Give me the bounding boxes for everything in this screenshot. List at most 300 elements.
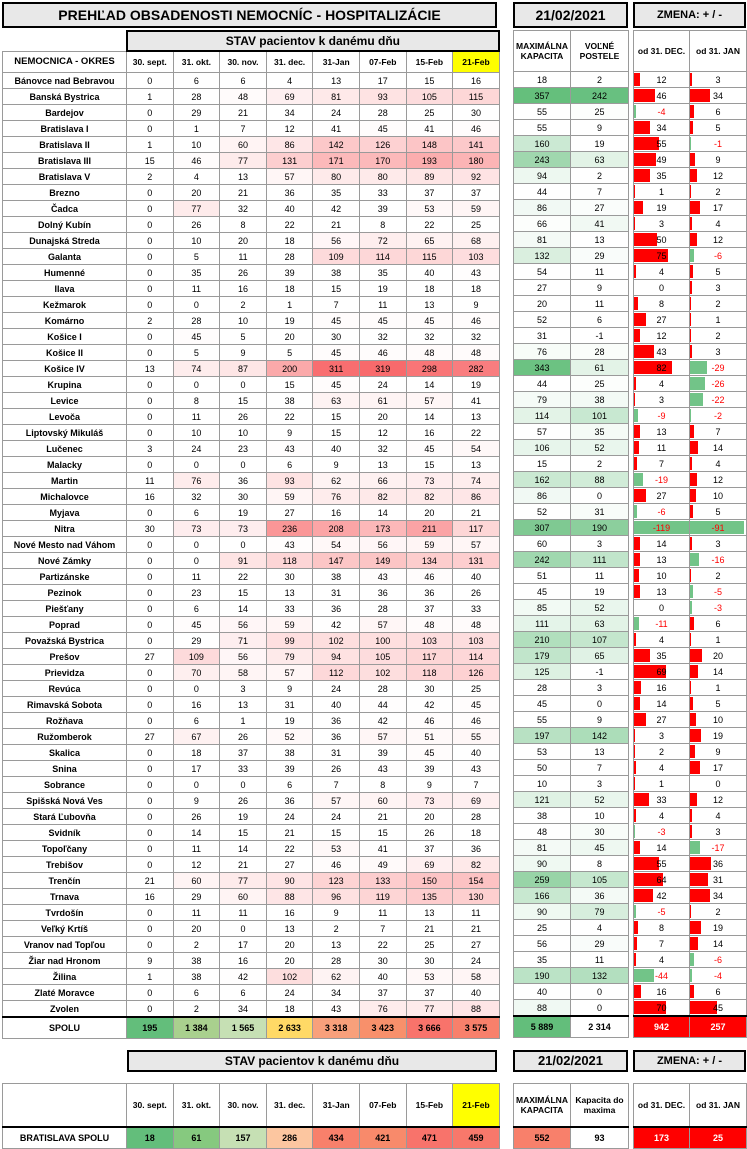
change-value: 6 <box>715 986 721 997</box>
change-dec-cell <box>634 248 690 264</box>
total-row <box>514 1016 629 1038</box>
occupancy-cell: 0 <box>127 665 174 681</box>
occupancy-cell: 21 <box>220 185 267 201</box>
occupancy-cell: 3 <box>127 441 174 457</box>
table-row <box>514 296 629 312</box>
total-cell: 1 565 <box>220 1017 267 1039</box>
change-jan-cell <box>690 296 747 312</box>
free-beds-cell: 27 <box>571 200 629 216</box>
change-value: 14 <box>656 842 667 853</box>
occupancy-cell: 0 <box>127 825 174 841</box>
occupancy-cell: 147 <box>313 553 360 569</box>
occupancy-cell: 66 <box>359 473 406 489</box>
change-value: 70 <box>656 1002 667 1013</box>
occupancy-cell: 105 <box>406 89 453 105</box>
table-row <box>3 745 500 761</box>
occupancy-cell: 18 <box>266 233 313 249</box>
change-value: 1 <box>658 186 664 197</box>
occupancy-cell: 133 <box>359 873 406 889</box>
change-dec-cell <box>634 72 690 88</box>
change-bar <box>634 89 655 102</box>
change-jan-cell <box>690 600 747 616</box>
occupancy-cell: 57 <box>313 793 360 809</box>
change-value: 14 <box>712 938 723 949</box>
hospital-name: Dunajská Streda <box>3 233 127 249</box>
occupancy-cell: 11 <box>127 473 174 489</box>
change-value: 12 <box>656 74 667 85</box>
change-value: 1 <box>715 682 721 693</box>
change-value: 1 <box>658 778 664 789</box>
occupancy-cell: 37 <box>406 985 453 1001</box>
free-beds-cell: 35 <box>571 424 629 440</box>
table-row <box>3 329 500 345</box>
occupancy-cell: 0 <box>127 329 174 345</box>
change-jan-cell <box>690 840 747 856</box>
occupancy-cell: 2 <box>173 1001 220 1018</box>
occupancy-cell: 59 <box>453 201 500 217</box>
occupancy-cell: 45 <box>406 441 453 457</box>
table-row <box>634 664 747 680</box>
occupancy-cell: 74 <box>173 361 220 377</box>
change-value: 33 <box>656 794 667 805</box>
capacity-cell: 45 <box>514 584 571 600</box>
table-row <box>514 88 629 104</box>
table-row <box>634 488 747 504</box>
change-value: -6 <box>713 954 722 965</box>
change-dec-cell <box>634 328 690 344</box>
change-value: 11 <box>656 442 667 453</box>
occupancy-cell: 6 <box>173 601 220 617</box>
free-beds-cell: 30 <box>571 824 629 840</box>
occupancy-cell: 32 <box>406 329 453 345</box>
occupancy-cell: 0 <box>127 601 174 617</box>
change-dec-cell <box>634 856 690 872</box>
hospital-name: Trebišov <box>3 857 127 873</box>
hospital-name: Myjava <box>3 505 127 521</box>
free-beds-cell: 52 <box>571 440 629 456</box>
change-bar <box>690 377 705 390</box>
change-bar <box>634 153 656 166</box>
change-bar <box>690 681 691 694</box>
change-dec-cell <box>634 824 690 840</box>
occupancy-cell: 16 <box>127 489 174 505</box>
change-value: 34 <box>712 890 723 901</box>
free-beds-cell: 10 <box>571 808 629 824</box>
occupancy-cell: 24 <box>453 953 500 969</box>
total-cell: 5 889 <box>514 1016 571 1038</box>
change-bar <box>690 409 691 422</box>
capacity-cell: 90 <box>514 856 571 872</box>
occupancy-cell: 0 <box>127 585 174 601</box>
occupancy-cell: 53 <box>406 201 453 217</box>
table-row <box>634 920 747 936</box>
occupancy-cell: 10 <box>173 425 220 441</box>
change-jan-cell <box>690 376 747 392</box>
occupancy-cell: 36 <box>266 793 313 809</box>
occupancy-cell: 103 <box>453 633 500 649</box>
occupancy-cell: 11 <box>173 569 220 585</box>
table-row <box>514 408 629 424</box>
occupancy-cell: 6 <box>266 457 313 473</box>
table-row <box>3 553 500 569</box>
change-bar <box>634 425 640 438</box>
occupancy-cell: 24 <box>266 985 313 1001</box>
occupancy-cell: 6 <box>173 713 220 729</box>
table-row <box>634 824 747 840</box>
total-cell: 942 <box>634 1016 690 1038</box>
hospital-name: Bratislava III <box>3 153 127 169</box>
occupancy-cell: 76 <box>173 473 220 489</box>
occupancy-cell: 6 <box>173 73 220 89</box>
total-cell: 3 575 <box>453 1017 500 1039</box>
change-dec-cell <box>634 184 690 200</box>
occupancy-cell: 142 <box>313 137 360 153</box>
occupancy-cell: 40 <box>453 745 500 761</box>
change-value: -9 <box>657 410 666 421</box>
occupancy-cell: 9 <box>173 793 220 809</box>
occupancy-cell: 29 <box>173 889 220 905</box>
hospital-name: Nové Mesto nad Váhom <box>3 537 127 553</box>
occupancy-cell: 26 <box>173 217 220 233</box>
occupancy-cell: 12 <box>173 857 220 873</box>
change-value: 36 <box>712 858 723 869</box>
change-dec-cell <box>634 808 690 824</box>
occupancy-cell: 20 <box>173 921 220 937</box>
occupancy-cell: 1 <box>173 121 220 137</box>
occupancy-cell: 0 <box>127 265 174 281</box>
occupancy-cell: 26 <box>220 793 267 809</box>
occupancy-cell: 14 <box>173 825 220 841</box>
total-cell: 2 633 <box>266 1017 313 1039</box>
occupancy-cell: 148 <box>406 137 453 153</box>
occupancy-cell: 4 <box>173 169 220 185</box>
occupancy-cell: 9 <box>453 297 500 313</box>
occupancy-cell: 25 <box>453 217 500 233</box>
table-row <box>3 217 500 233</box>
occupancy-cell: 39 <box>359 201 406 217</box>
table-row <box>3 761 500 777</box>
capacity-cell: 51 <box>514 568 571 584</box>
occupancy-cell: 6 <box>266 777 313 793</box>
change-dec-cell <box>634 504 690 520</box>
change-bar <box>634 73 640 86</box>
occupancy-cell: 13 <box>220 697 267 713</box>
table-row <box>3 937 500 953</box>
capacity-cell: 76 <box>514 344 571 360</box>
occupancy-cell: 38 <box>313 265 360 281</box>
table-row <box>3 361 500 377</box>
change-jan-cell <box>690 328 747 344</box>
change-value: 3 <box>715 346 721 357</box>
occupancy-cell: 39 <box>266 265 313 281</box>
change-value: 0 <box>658 602 664 613</box>
occupancy-cell: 36 <box>453 841 500 857</box>
occupancy-cell: 15 <box>359 825 406 841</box>
capacity-cell: 81 <box>514 232 571 248</box>
change-value: -29 <box>711 362 725 373</box>
free-beds-cell: 13 <box>571 232 629 248</box>
change-value: 1 <box>715 314 721 325</box>
change-jan-cell <box>690 952 747 968</box>
change-value: -26 <box>711 378 725 389</box>
ba-table-left <box>2 1083 499 1149</box>
hospital-name: Topoľčany <box>3 841 127 857</box>
capacity-cell: 357 <box>514 88 571 104</box>
hospital-name: Ružomberok <box>3 729 127 745</box>
change-value: -3 <box>713 602 722 613</box>
table-row <box>3 633 500 649</box>
change-dec-cell <box>634 472 690 488</box>
occupancy-cell: 282 <box>453 361 500 377</box>
change-jan-cell <box>690 568 747 584</box>
capacity-cell: 243 <box>514 152 571 168</box>
free-beds-cell: 11 <box>571 264 629 280</box>
ba-date-column-header: 30. nov. <box>220 1084 267 1128</box>
occupancy-cell: 38 <box>266 745 313 761</box>
change-jan-cell <box>690 504 747 520</box>
occupancy-cell: 15 <box>406 457 453 473</box>
occupancy-cell: 43 <box>266 537 313 553</box>
occupancy-cell: 35 <box>313 185 360 201</box>
free-beds-cell: 11 <box>571 296 629 312</box>
occupancy-cell: 180 <box>453 153 500 169</box>
hospital-name: Michalovce <box>3 489 127 505</box>
table-row <box>3 441 500 457</box>
total-cell: 3 423 <box>359 1017 406 1039</box>
occupancy-cell: 45 <box>359 313 406 329</box>
change-dec-cell <box>634 936 690 952</box>
change-dec-cell <box>634 312 690 328</box>
hospital-name: Levice <box>3 393 127 409</box>
occupancy-cell: 79 <box>266 649 313 665</box>
occupancy-cell: 21 <box>266 825 313 841</box>
change-value: 2 <box>715 298 721 309</box>
table-row <box>634 1000 747 1017</box>
occupancy-cell: 30 <box>127 521 174 537</box>
occupancy-cell: 0 <box>127 425 174 441</box>
occupancy-cell: 9 <box>127 953 174 969</box>
table-row <box>514 568 629 584</box>
occupancy-cell: 26 <box>173 809 220 825</box>
main-table-left <box>2 30 499 1039</box>
occupancy-cell: 9 <box>406 777 453 793</box>
occupancy-cell: 62 <box>313 969 360 985</box>
occupancy-cell: 40 <box>453 569 500 585</box>
free-beds-cell: 65 <box>571 648 629 664</box>
ba-date: 21/02/2021 <box>513 1050 628 1072</box>
ba-total-cell: 25 <box>690 1127 747 1149</box>
change-jan-cell <box>690 616 747 632</box>
free-beds-cell: 8 <box>571 856 629 872</box>
occupancy-cell: 42 <box>359 713 406 729</box>
occupancy-cell: 123 <box>313 873 360 889</box>
table-row <box>634 88 747 104</box>
change-jan-cell <box>690 744 747 760</box>
table-row <box>634 552 747 568</box>
occupancy-cell: 0 <box>173 377 220 393</box>
occupancy-cell: 20 <box>266 937 313 953</box>
occupancy-cell: 11 <box>173 281 220 297</box>
change-value: 13 <box>656 554 667 565</box>
table-row <box>3 73 500 89</box>
change-bar <box>634 921 638 934</box>
total-label: SPOLU <box>3 1017 127 1039</box>
occupancy-cell: 102 <box>313 633 360 649</box>
table-row <box>514 440 629 456</box>
table-row <box>514 952 629 968</box>
change-bar <box>634 265 636 278</box>
occupancy-cell: 16 <box>266 905 313 921</box>
change-jan-cell <box>690 904 747 920</box>
free-beds-cell: 41 <box>571 216 629 232</box>
table-row <box>3 249 500 265</box>
change-dec-cell <box>634 600 690 616</box>
change-jan-cell <box>690 760 747 776</box>
occupancy-cell: 115 <box>453 89 500 105</box>
change-value: 45 <box>712 1002 723 1013</box>
change-bar <box>690 809 692 822</box>
occupancy-cell: 16 <box>127 889 174 905</box>
table-row <box>514 776 629 792</box>
table-row <box>514 248 629 264</box>
change-value: 4 <box>715 810 721 821</box>
change-bar <box>690 649 702 662</box>
occupancy-cell: 1 <box>266 297 313 313</box>
occupancy-cell: 5 <box>220 329 267 345</box>
capacity-cell: 190 <box>514 968 571 984</box>
occupancy-cell: 0 <box>127 217 174 233</box>
ba-total-cell: 459 <box>453 1127 500 1149</box>
change-bar <box>634 761 636 774</box>
table-row <box>514 584 629 600</box>
change-value: 19 <box>712 922 723 933</box>
total-cell: 2 314 <box>571 1016 629 1038</box>
table-row <box>634 712 747 728</box>
free-beds-cell: 11 <box>571 568 629 584</box>
table-row <box>3 409 500 425</box>
hospital-name: Nitra <box>3 521 127 537</box>
free-beds-cell: 7 <box>571 760 629 776</box>
free-beds-cell: 2 <box>571 456 629 472</box>
occupancy-cell: 18 <box>406 281 453 297</box>
occupancy-cell: 15 <box>406 73 453 89</box>
capacity-cell: 86 <box>514 200 571 216</box>
free-beds-cell: 88 <box>571 472 629 488</box>
change-jan-cell <box>690 536 747 552</box>
occupancy-cell: 0 <box>127 345 174 361</box>
capacity-cell: 197 <box>514 728 571 744</box>
change-dec-cell <box>634 680 690 696</box>
change-value: -6 <box>657 506 666 517</box>
capacity-cell: 60 <box>514 536 571 552</box>
table-row <box>514 312 629 328</box>
change-dec-cell <box>634 1000 690 1017</box>
ba-date-column-header: 07-Feb <box>359 1084 406 1128</box>
page-title: PREHĽAD OBSADENOSTI NEMOCNÍC - HOSPITALIZÁCIE <box>2 2 497 28</box>
change-bar <box>690 745 695 758</box>
change-bar <box>634 825 635 838</box>
change-bar <box>634 537 640 550</box>
change-value: 27 <box>656 490 667 501</box>
hospital-name: Piešťany <box>3 601 127 617</box>
free-beds-cell: 45 <box>571 840 629 856</box>
occupancy-cell: 37 <box>406 185 453 201</box>
change-bar <box>634 569 639 582</box>
occupancy-cell: 22 <box>266 841 313 857</box>
table-row <box>3 105 500 121</box>
table-row <box>3 569 500 585</box>
occupancy-cell: 208 <box>313 521 360 537</box>
change-bar <box>634 313 646 326</box>
change-dec-cell <box>634 664 690 680</box>
occupancy-cell: 88 <box>453 1001 500 1018</box>
change-bar <box>690 201 700 214</box>
table-row <box>514 168 629 184</box>
occupancy-cell: 42 <box>313 617 360 633</box>
occupancy-cell: 16 <box>453 73 500 89</box>
occupancy-cell: 40 <box>453 985 500 1001</box>
table-row <box>514 888 629 904</box>
occupancy-cell: 37 <box>406 841 453 857</box>
change-jan-cell <box>690 792 747 808</box>
occupancy-cell: 9 <box>313 905 360 921</box>
occupancy-cell: 39 <box>266 761 313 777</box>
change-value: 12 <box>712 170 723 181</box>
change-value: 6 <box>715 106 721 117</box>
occupancy-cell: 38 <box>173 969 220 985</box>
occupancy-cell: 173 <box>359 521 406 537</box>
hospital-name: Snina <box>3 761 127 777</box>
change-dec-cell <box>634 440 690 456</box>
hospital-name: Bratislava II <box>3 137 127 153</box>
table-row <box>3 905 500 921</box>
table-row <box>514 280 629 296</box>
occupancy-cell: 39 <box>359 745 406 761</box>
change-value: 27 <box>656 314 667 325</box>
occupancy-cell: 19 <box>359 281 406 297</box>
occupancy-cell: 62 <box>313 473 360 489</box>
occupancy-cell: 200 <box>266 361 313 377</box>
occupancy-cell: 7 <box>220 121 267 137</box>
table-row <box>514 792 629 808</box>
change-dec-cell <box>634 840 690 856</box>
table-row <box>514 552 629 568</box>
occupancy-cell: 0 <box>127 1001 174 1018</box>
occupancy-cell: 10 <box>220 313 267 329</box>
occupancy-cell: 1 <box>127 89 174 105</box>
change-bar <box>634 953 636 966</box>
change-jan-cell <box>690 408 747 424</box>
occupancy-cell: 13 <box>359 457 406 473</box>
occupancy-cell: 0 <box>127 409 174 425</box>
change-bar <box>690 441 698 454</box>
total-cell: 195 <box>127 1017 174 1039</box>
capacity-cell: 160 <box>514 136 571 152</box>
table-row <box>514 840 629 856</box>
table-row <box>514 200 629 216</box>
occupancy-cell: 26 <box>453 585 500 601</box>
occupancy-cell: 16 <box>220 953 267 969</box>
change-jan-cell <box>690 72 747 88</box>
occupancy-cell: 0 <box>127 121 174 137</box>
hospital-name: Malacky <box>3 457 127 473</box>
ba-total-cell: 173 <box>634 1127 690 1149</box>
ba-free-header: Kapacita do maxima <box>571 1084 629 1128</box>
occupancy-cell: 19 <box>266 313 313 329</box>
table-row <box>3 121 500 137</box>
ba-total-cell: 93 <box>571 1127 629 1149</box>
occupancy-cell: 86 <box>453 489 500 505</box>
